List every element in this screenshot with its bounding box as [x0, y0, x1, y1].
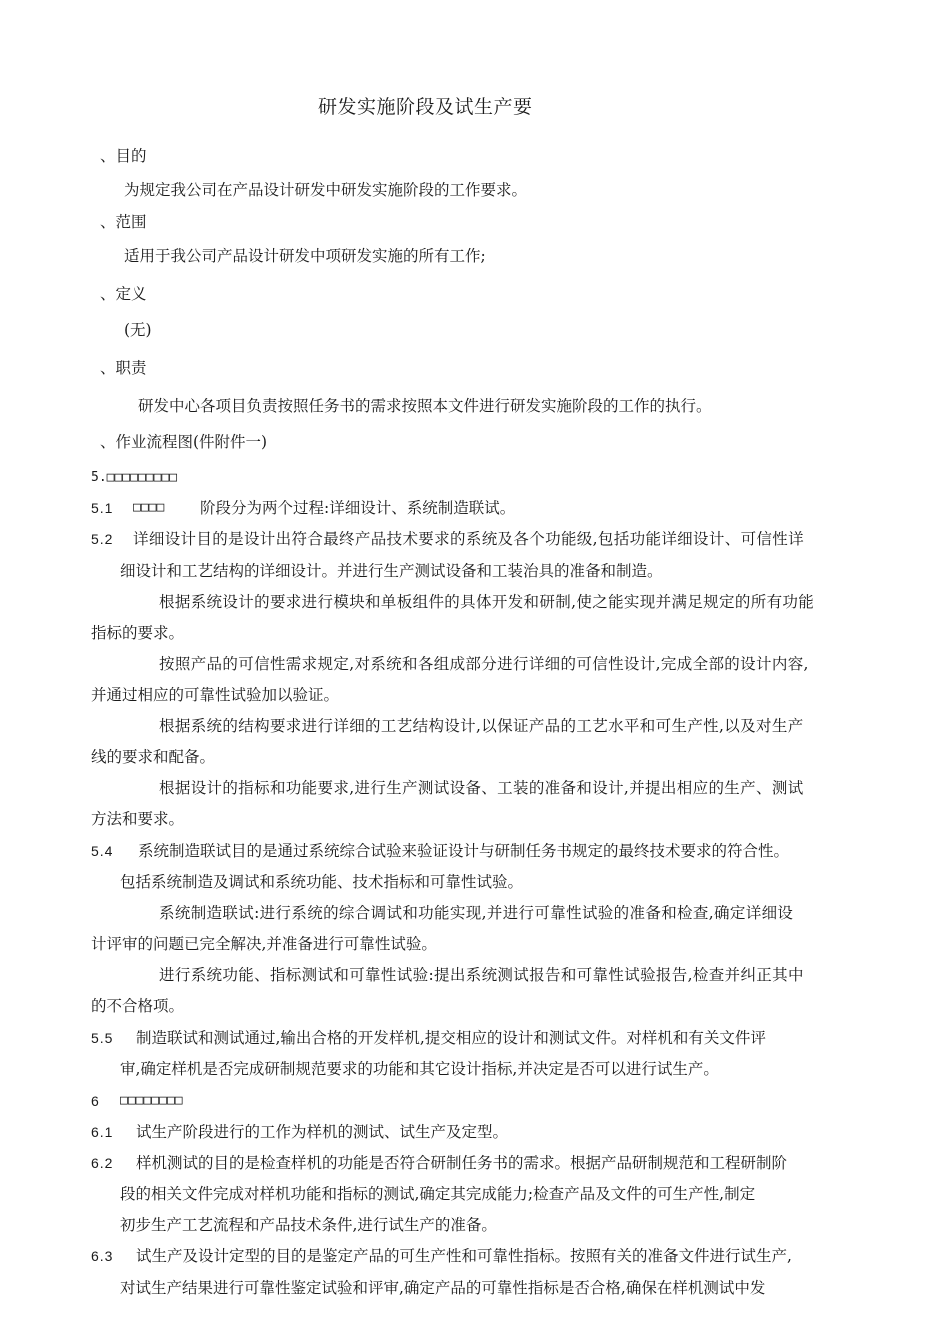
clause-5-2-number: 5.2 — [91, 531, 114, 547]
scope-text: 适用于我公司产品设计研发中项研发实施的所有工作; — [124, 247, 486, 265]
clause-5-4-line-2: 包括系统制造及调试和系统功能、技术指标和可靠性试验。 — [120, 873, 524, 891]
clause-6-1-text: 试生产阶段进行的工作为样机的测试、试生产及定型。 — [136, 1123, 509, 1141]
paragraph-f-line-2: 的不合格项。 — [91, 997, 185, 1015]
clause-5-4-number: 5.4 — [91, 843, 114, 859]
paragraph-a-line-2: 指标的要求。 — [91, 624, 185, 642]
clause-5-1-number: 5.1 — [91, 500, 114, 516]
clause-6-2-line-1: 样机测试的目的是检查样机的功能是否符合研制任务书的需求。根据产品研制规范和工程研制阶 — [136, 1154, 788, 1172]
section-heading-purpose: 、目的 — [100, 147, 147, 165]
paragraph-d-line-1: 根据设计的指标和功能要求,进行生产测试设备、工装的准备和设计,并提出相应的生产、测试 — [159, 779, 804, 797]
section-heading-definition: 、定义 — [100, 285, 147, 303]
clause-5-5-line-1: 制造联试和测试通过,输出合格的开发样机,提交相应的设计和测试文件。对样机和有关文件评 — [136, 1029, 766, 1047]
clause-5-2-line-2: 细设计和工艺结构的详细设计。并进行生产测试设备和工装治具的准备和制造。 — [120, 562, 663, 580]
paragraph-e-line-1: 系统制造联试:进行系统的综合调试和功能实现,并进行可靠性试验的准备和检查,确定详细设 — [159, 904, 794, 922]
paragraph-a-line-1: 根据系统设计的要求进行模块和单板组件的具体开发和研制,使之能实现并满足规定的所有功能 — [159, 593, 815, 611]
clause-5-5-line-2: 审,确定样机是否完成研制规范要求的功能和其它设计指标,并决定是否可以进行试生产。 — [120, 1060, 719, 1078]
section-heading-6: □□□□□□□□ — [120, 1093, 183, 1108]
responsibility-text: 研发中心各项目负责按照任务书的需求按照本文件进行研发实施阶段的工作的执行。 — [138, 397, 712, 415]
clause-6-3-line-2: 对试生产结果进行可靠性鉴定试验和评审,确定产品的可靠性指标是否合格,确保在样机测试中发 — [120, 1279, 766, 1297]
section-6-number: 6 — [91, 1093, 100, 1109]
clause-5-1-garbled: □□□□ — [133, 500, 165, 515]
clause-6-2-line-2: 段的相关文件完成对样机功能和指标的测试,确定其完成能力;检查产品及文件的可生产性,制定 — [120, 1185, 756, 1203]
clause-5-4-line-1: 系统制造联试目的是通过系统综合试验来验证设计与研制任务书规定的最终技术要求的符合性。 — [138, 842, 790, 860]
section-heading-responsibility: 、职责 — [100, 359, 147, 377]
clause-6-2-number: 6.2 — [91, 1155, 114, 1171]
paragraph-c-line-2: 线的要求和配备。 — [91, 748, 216, 766]
paragraph-e-line-2: 计评审的问题已完全解决,并准备进行可靠性试验。 — [91, 935, 437, 953]
clause-6-3-number: 6.3 — [91, 1248, 114, 1264]
definition-text: (无) — [124, 321, 152, 339]
clause-5-2-line-1: 详细设计目的是设计出符合最终产品技术要求的系统及各个功能级,包括功能详细设计、可信性详 — [133, 530, 804, 548]
clause-5-1-text: 阶段分为两个过程:详细设计、系统制造联试。 — [200, 499, 516, 517]
paragraph-b-line-1: 按照产品的可信性需求规定,对系统和各组成部分进行详细的可信性设计,完成全部的设计内容, — [159, 655, 809, 673]
purpose-text: 为规定我公司在产品设计研发中研发实施阶段的工作要求。 — [124, 181, 528, 199]
clause-6-2-line-3: 初步生产工艺流程和产品技术条件,进行试生产的准备。 — [120, 1216, 497, 1234]
paragraph-f-line-1: 进行系统功能、指标测试和可靠性试验:提出系统测试报告和可靠性试验报告,检查并纠正其中 — [159, 966, 804, 984]
section-heading-5: 5.□□□□□□□□□ — [91, 470, 178, 485]
paragraph-c-line-1: 根据系统的结构要求进行详细的工艺结构设计,以保证产品的工艺水平和可生产性,以及对生产 — [159, 717, 804, 735]
clause-6-3-line-1: 试生产及设计定型的目的是鉴定产品的可生产性和可靠性指标。按照有关的准备文件进行试生产, — [136, 1247, 792, 1265]
clause-5-5-number: 5.5 — [91, 1030, 114, 1046]
paragraph-b-line-2: 并通过相应的可靠性试验加以验证。 — [91, 686, 340, 704]
section-heading-flowchart: 、作业流程图(件附件一) — [100, 433, 268, 451]
document-title: 研发实施阶段及试生产要 — [318, 96, 533, 118]
clause-6-1-number: 6.1 — [91, 1124, 114, 1140]
paragraph-d-line-2: 方法和要求。 — [91, 810, 185, 828]
section-heading-scope: 、范围 — [100, 213, 147, 231]
